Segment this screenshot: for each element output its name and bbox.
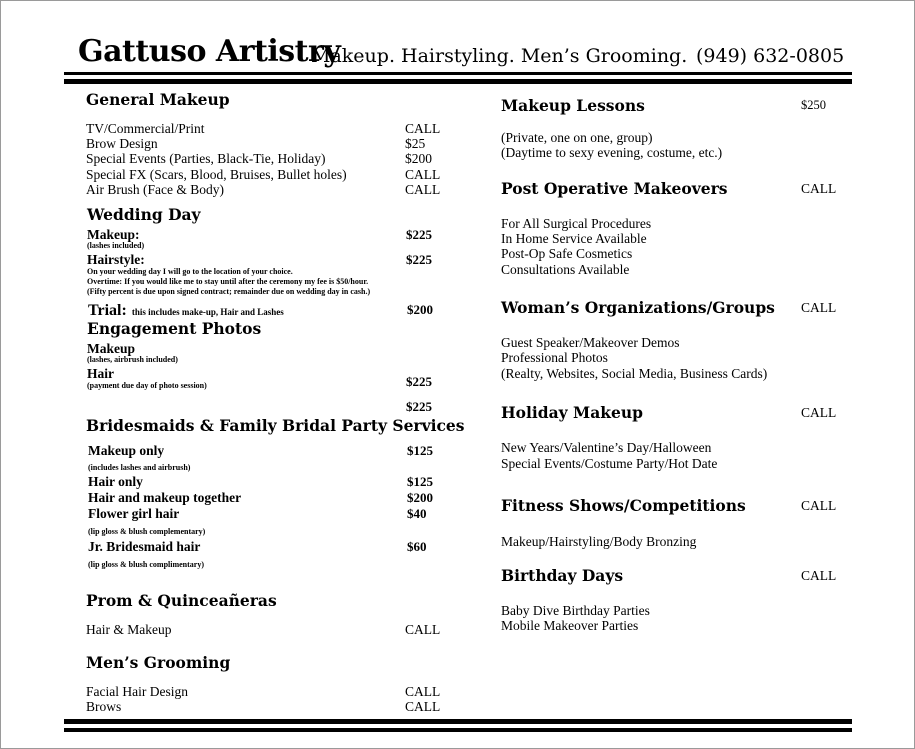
list-item: Makeup/Hairstyling/Body Bronzing <box>501 534 697 549</box>
section-womens-orgs-title: Woman’s Organizations/Groups <box>501 298 775 317</box>
list-item: Special Events/Costume Party/Hot Date <box>501 456 718 471</box>
list-item: Flower girl hair <box>88 506 180 521</box>
price: CALL <box>801 405 837 420</box>
wedding-trial-row <box>88 300 284 320</box>
section-prom-title: Prom & Quinceañeras <box>86 591 277 610</box>
price: CALL <box>405 167 441 182</box>
list-item: Hair & Makeup <box>86 622 172 637</box>
list-item: TV/Commercial/Print <box>86 121 205 136</box>
list-item: Brow Design <box>86 136 158 151</box>
price: $200 <box>405 151 432 166</box>
note: (includes lashes and airbrush) <box>88 463 191 472</box>
note: (payment due day of photo session) <box>87 381 207 390</box>
price: $225 <box>406 399 432 414</box>
note: (Fifty percent is due upon signed contract; remainder due on wedding day in cash.) <box>87 287 371 296</box>
price: CALL <box>405 699 441 714</box>
price: CALL <box>801 498 837 513</box>
price: CALL <box>801 568 837 583</box>
list-item: Baby Dive Birthday Parties <box>501 603 650 618</box>
list-item: Makeup only <box>88 443 165 458</box>
footer-rule-bottom <box>64 728 852 732</box>
price: $225 <box>406 374 432 389</box>
price: $25 <box>405 136 426 151</box>
price: CALL <box>801 300 837 315</box>
note: (lip gloss & blush complementary) <box>88 527 206 536</box>
section-engagement-title: Engagement Photos <box>87 319 262 338</box>
list-item: Air Brush (Face & Body) <box>86 182 224 197</box>
price: CALL <box>405 182 441 197</box>
section-post-op-title: Post Operative Makeovers <box>501 179 728 198</box>
section-fitness-title: Fitness Shows/Competitions <box>501 496 746 515</box>
trial-label: Trial: <box>88 302 127 319</box>
list-item: Guest Speaker/Makeover Demos <box>501 335 680 350</box>
trial-note: this includes make-up, Hair and Lashes <box>131 307 284 317</box>
list-item: New Years/Valentine’s Day/Halloween <box>501 440 712 455</box>
price: $200 <box>407 302 433 317</box>
section-mens-grooming-title: Men’s Grooming <box>86 653 231 672</box>
section-wedding-day-title: Wedding Day <box>87 205 201 224</box>
price: CALL <box>405 684 441 699</box>
price: $60 <box>407 539 427 554</box>
list-item: Special FX (Scars, Blood, Bruises, Bullet holes) <box>86 167 347 182</box>
price: $225 <box>406 227 432 242</box>
list-item: Mobile Makeover Parties <box>501 618 639 633</box>
list-item: Hair only <box>88 474 143 489</box>
list-item: Professional Photos <box>501 350 608 365</box>
engagement-hair-label: Hair <box>87 366 114 381</box>
price: CALL <box>801 181 837 196</box>
header-rule-bottom <box>64 79 852 84</box>
business-name: Gattuso Artistry <box>78 34 341 69</box>
section-birthday-title: Birthday Days <box>501 566 624 585</box>
price: $250 <box>801 98 826 112</box>
section-general-makeup-title: General Makeup <box>86 90 230 109</box>
list-item: In Home Service Available <box>501 231 647 246</box>
phone-number: (949) 632-0805 <box>696 45 845 67</box>
note: (lashes, airbrush included) <box>87 355 178 364</box>
wedding-hair-label: Hairstyle: <box>87 252 145 267</box>
note: Overtime: If you would like me to stay until after the ceremony my fee is $50/hour. <box>87 277 369 286</box>
list-item: (Realty, Websites, Social Media, Business Cards) <box>501 366 768 381</box>
price: $125 <box>407 474 433 489</box>
section-makeup-lessons-title: Makeup Lessons <box>501 96 645 115</box>
list-item: (Private, one on one, group) <box>501 130 653 145</box>
list-item: Facial Hair Design <box>86 684 188 699</box>
wedding-makeup-label: Makeup: <box>87 227 140 242</box>
tagline: Makeup. Hairstyling. Men’s Grooming. <box>311 45 688 67</box>
price: $225 <box>406 252 432 267</box>
list-item: Jr. Bridesmaid hair <box>88 539 201 554</box>
section-holiday-title: Holiday Makeup <box>501 403 643 422</box>
list-item: Brows <box>86 699 122 714</box>
list-item: For All Surgical Procedures <box>501 216 652 231</box>
footer-rule-top <box>64 719 852 724</box>
header-rule-top <box>64 72 852 75</box>
list-item: Hair and makeup together <box>88 490 242 505</box>
list-item: (Daytime to sexy evening, costume, etc.) <box>501 145 723 160</box>
price: $40 <box>407 506 427 521</box>
note: (lip gloss & blush complimentary) <box>88 560 205 569</box>
list-item: Post-Op Safe Cosmetics <box>501 246 633 261</box>
note: (lashes included) <box>87 241 145 250</box>
price: CALL <box>405 121 441 136</box>
price: CALL <box>405 622 441 637</box>
price: $200 <box>407 490 433 505</box>
note: On your wedding day I will go to the location of your choice. <box>87 267 293 276</box>
list-item: Consultations Available <box>501 262 630 277</box>
list-item: Special Events (Parties, Black-Tie, Holiday) <box>86 151 326 166</box>
engagement-makeup-label: Makeup <box>87 341 136 356</box>
section-bridesmaids-title: Bridesmaids & Family Bridal Party Services <box>86 416 465 435</box>
price: $125 <box>407 443 433 458</box>
